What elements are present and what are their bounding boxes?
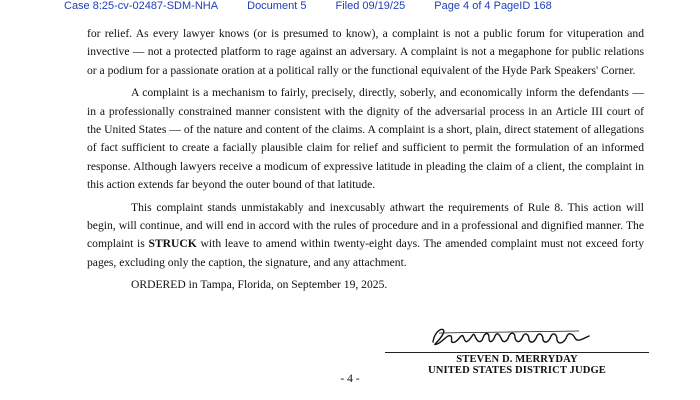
paragraph-1: for relief. As every lawyer knows (or is presumed to know), a complaint is not a public forum for vituperation and invective — not a protected platform to rage against an adversary. A complaint is not a megaphone for public relations or a podium for a passionate oration at a political rally or the functional equivalent of the Hyde Park Speakers' Corner. <box>87 27 644 77</box>
struck-emphasis: STRUCK <box>148 237 197 251</box>
handwritten-signature <box>429 324 593 350</box>
order-body <box>87 25 644 299</box>
document-number: Document 5 <box>247 0 307 12</box>
page-number: - 4 - <box>340 372 360 385</box>
paragraph-3-text-before: This complaint stands unmistakably and inexcusably athwart the requirements of Rule 8. This action will begin, will continue, and will end in accord with the rules of procedure and in a professional and dignified manner. The complaint is <box>87 200 644 251</box>
case-number: Case 8:25-cv-02487-SDM-NHA <box>64 0 219 12</box>
judge-name: STEVEN D. MERRYDAY <box>456 354 578 365</box>
page-info: Page 4 of 4 PageID 168 <box>434 0 552 12</box>
paragraph-3 <box>87 199 644 273</box>
signature-line <box>385 352 649 353</box>
judge-title: UNITED STATES DISTRICT JUDGE <box>428 365 606 376</box>
filed-date: Filed 09/19/25 <box>335 0 406 12</box>
paragraph-3-text-after: with leave to amend within twenty-eight days. The amended complaint must not exceed forty pages, excluding only the caption, the signature, and any attachment. <box>87 237 644 269</box>
document-header <box>64 0 668 12</box>
paragraph-2: A complaint is a mechanism to fairly, precisely, directly, soberly, and economically inform the defendants — in a professionally constrained manner consistent with the dignity of the adversarial process in an Article III court of the United States — of the nature and content of the claims. A complaint is a short, plain, direct statement of allegations of fact sufficient to create a facially plausible claim for relief and sufficient to permit the formulation of an informed response. Although lawyers receive a modicum of expressive latitude in pleading the claim of a client, the complaint in this action extends far beyond the outer bound of that latitude. <box>87 86 644 192</box>
ordered-line: ORDERED in Tampa, Florida, on September 19, 2025. <box>131 278 388 292</box>
